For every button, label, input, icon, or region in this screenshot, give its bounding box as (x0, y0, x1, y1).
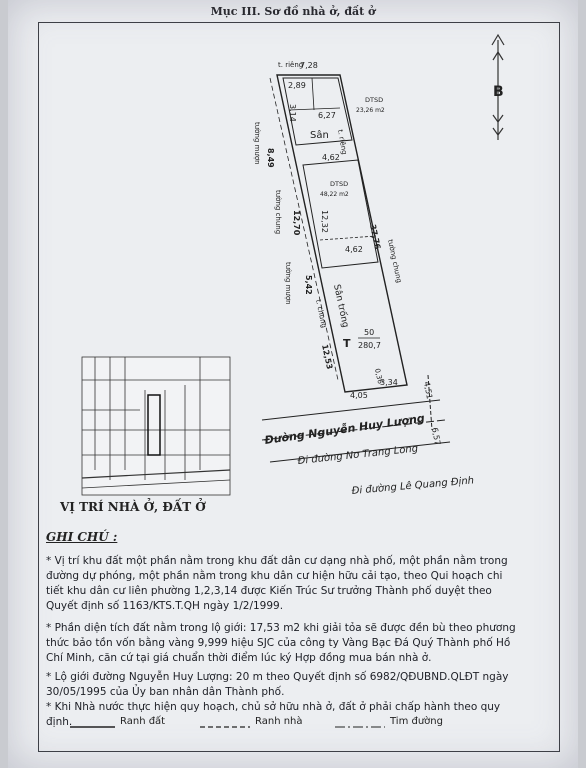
legend-ranh-dat: Ranh đất (120, 716, 166, 727)
legend-tim-duong: Tim đường (390, 716, 443, 727)
dim-top-width: 7,28 (300, 61, 318, 70)
dim-1232: 12,32 (320, 210, 329, 233)
dim-451: 4,51 (422, 380, 434, 400)
label-san: Sân (310, 130, 329, 141)
dim-542: 5,42 (304, 275, 313, 295)
dim-1270: 12,70 (292, 210, 301, 236)
label-tuong-chung-2: tường chung (274, 190, 282, 235)
dim-314a: 3,14 (288, 104, 297, 122)
label-dtsd-2: DTSD (330, 180, 349, 188)
label-dtsd-1: DTSD (365, 96, 384, 104)
label-tieng-side: t. riêng (336, 128, 349, 156)
compass-letter: B (493, 84, 504, 100)
dim-1253: 12,53 (320, 343, 335, 371)
road-le-quang-dinh: Đi đường Lê Quang Định (351, 475, 475, 497)
location-inset-map (82, 357, 230, 495)
legend-ranh-nha: Ranh nhà (255, 716, 303, 727)
page-title: Mục III. Sơ đồ nhà ở, đất ở (210, 5, 376, 18)
label-t-chung: t. chung (314, 298, 328, 329)
dim-289: 2,89 (288, 81, 306, 90)
label-tuong-muon-1: tường mượn (253, 122, 261, 165)
lot-letter: T (343, 337, 351, 350)
dim-036: 0,36 (373, 367, 385, 385)
dim-462a: 4,62 (322, 153, 340, 162)
lot-outline (270, 75, 407, 392)
notes-title: GHI CHÚ : (46, 530, 118, 544)
road-nguyen-huy-luong: Đường Nguyễn Huy Lượng (263, 411, 426, 447)
note-item-2: * Phần diện tích đất nằm trong lộ giới: 17,53 m2 khi giải tỏa sẽ được đền bù theo phương thức bảo tồn vốn bằng vàng 9,999 hiệu SJC của công ty Vàng Bạc Đá Quý Thành phố Hồ Chí Minh, căn cứ tại giá chuẩn thời điểm lúc ký Hợp đồng mua bán nhà ở. (46, 622, 516, 664)
note-item-1: * Vị trí khu đất một phần nằm trong khu đất dân cư dạng nhà phố, một phần nằm trong đường dự phóng, một phần nằm trong khu dân cư hiện hữu cải tạo, theo Qui hoạch chi tiết khu dân cư liên phường 1,2,3,14 được Kiến Trúc Sư trưởng Thành phố duyệt theo Quyết định số 1163/KTS.T.QH ngày 1/2/1999. (46, 555, 508, 612)
label-tuong-chung-1: tường chung (386, 238, 404, 284)
label-dtsd-2-val: 48,22 m2 (320, 191, 349, 198)
dim-627: 6,27 (318, 111, 336, 120)
dim-405: 4,05 (350, 391, 368, 400)
dim-849: 8,49 (266, 148, 275, 168)
lot-area: 280,7 (358, 341, 381, 350)
dim-657: 6,57 (430, 426, 442, 446)
label-tieng-top: t. riêng (278, 61, 304, 69)
road-no-trang-long: Đi đường Nơ Trang Long (297, 443, 419, 467)
dim-334: 3,34 (380, 378, 398, 387)
note-item-4: * Khi Nhà nước thực hiện quy hoạch, chủ sở hữu nhà ở, đất ở phải chấp hành theo quy định. (46, 701, 501, 728)
label-dtsd-1-val: 23,26 m2 (356, 107, 385, 114)
dim-3776: 37,76 (368, 223, 383, 251)
label-san-trong: Sân trống (331, 283, 350, 329)
label-tuong-muon-2: tường mượn (284, 262, 292, 305)
dim-462b: 4,62 (345, 245, 363, 254)
lot-num: 50 (364, 328, 375, 337)
note-item-3: * Lộ giới đường Nguyễn Huy Lượng: 20 m theo Quyết định số 6982/QĐUBND.QLĐT ngày 30/05/1995 của Ủy ban nhân dân Thành phố. (46, 671, 509, 698)
location-caption: VỊ TRÍ NHÀ Ở, ĐẤT Ở (60, 500, 206, 514)
